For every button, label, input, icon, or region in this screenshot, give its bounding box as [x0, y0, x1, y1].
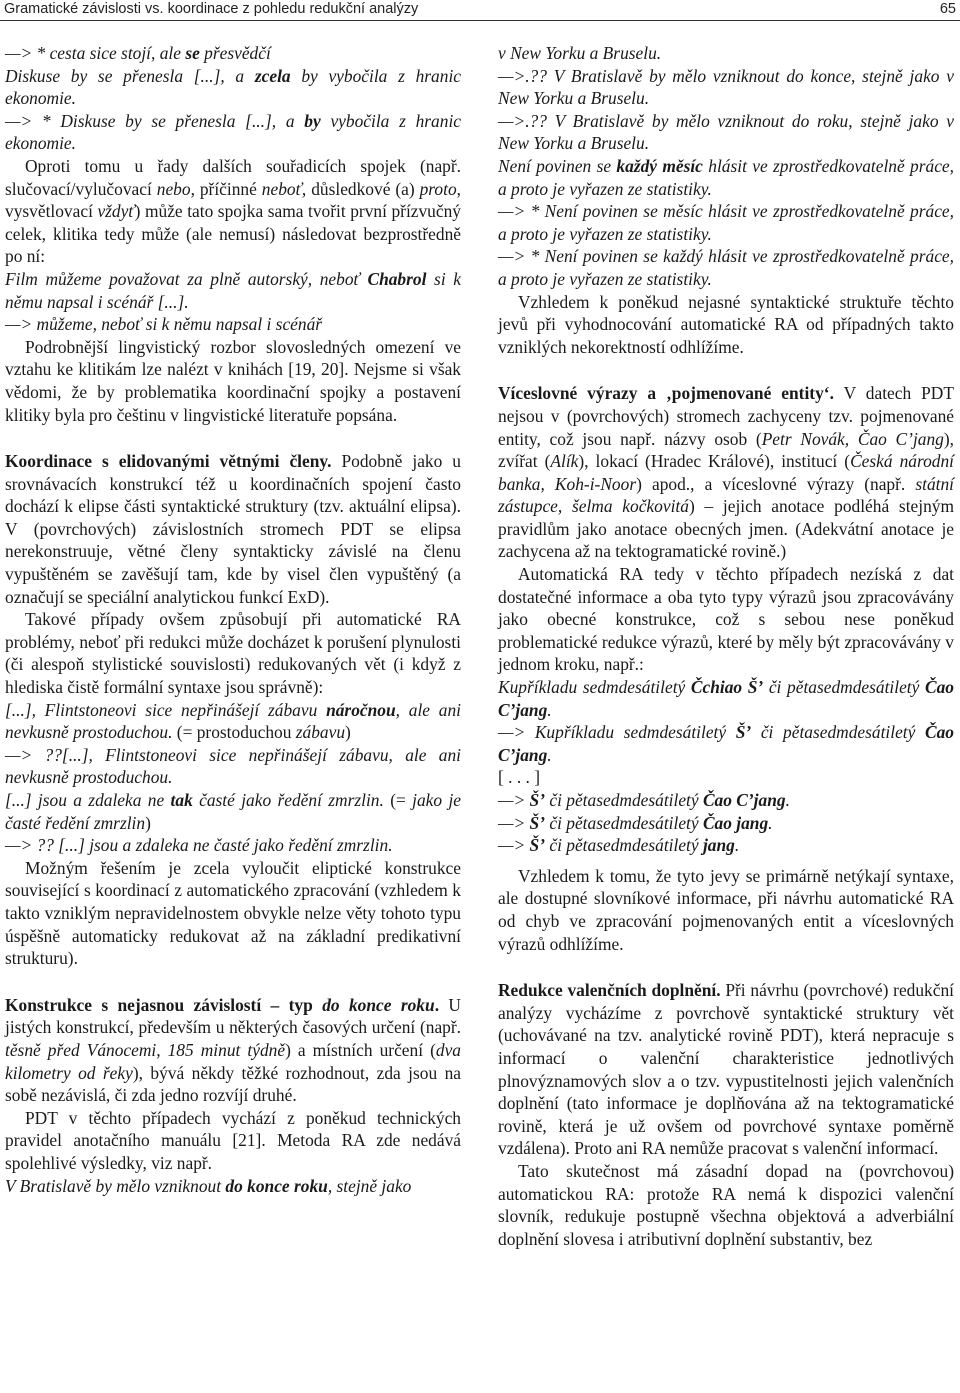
- example-line: —> Kupříkladu sedmdesátiletý Š’ či pětasedmdesátiletý Čao C’jang.: [498, 722, 954, 765]
- running-title: Gramatické závislosti vs. koordinace z pohledu redukční analýzy: [4, 1, 419, 17]
- header-rule: [0, 20, 960, 21]
- example-line: —> * Není povinen se měsíc hlásit ve zprostředkovatelně práce, a proto je vyřazen ze statistiky.: [498, 201, 954, 244]
- paragraph: Vzhledem k tomu, že tyto jevy se primárně netýkají syntaxe, ale dostupné slovníkové informace, při návrhu automatické RA od chyb ve zpracování pojmenovaných entit a víceslovných výrazů odhlížíme.: [498, 865, 954, 954]
- example-line: Není povinen se každý měsíc hlásit ve zprostředkovatelně práce, a proto je vyřazen ze statistiky.: [498, 155, 954, 199]
- paragraph: Podrobnější lingvistický rozbor slovosledných omezení ve vztahu ke klitikám lze nalézt v knihách [19, 20]. Nejsme si však vědomi, že by problematika koordinační spojky a postavení klitiky byla pro češtinu v lingvistické literatuře popsána.: [5, 336, 461, 425]
- paragraph: Redukce valenčních doplnění. Při návrhu (povrchové) redukční analýzy vycházíme z povrchově syntaktické struktury vět (uchovávané na tzv. analytické rovině PDT), která nepracuje s informací o valenční charakteristice jednotlivých plnovýznamových slov a o tzv. vypustitelnosti jejich valenčních doplnění (tato informace je doplňována až na tektogramatické rovině, která je už ovšem od povrchové syntaxe poměrně vzdálena). Proto ani RA nemůže pracovat s valenční informací.: [498, 980, 954, 1159]
- example-line: —> * Diskuse by se přenesla [...], a by vybočila z hranic ekonomie.: [5, 110, 461, 154]
- example-line: —> ?? [...] jsou a zdaleka ne časté jako ředění zmrzlin.: [5, 835, 393, 856]
- example-line: Kupříkladu sedmdesátiletý Čchiao Š’ či pětasedmdesátiletý Čao C’jang.: [498, 677, 954, 720]
- paragraph: PDT v těchto případech vychází z poněkud technických pravidel anotačního manuálu [21]. Metoda RA zde nedává spolehlivé výsledky, viz např.: [5, 1107, 461, 1173]
- paragraph: Automatická RA tedy v těchto případech nezíská z dat dostatečné informace a oba tyto typy výrazů jsou zpracovávány jako obecné konstrukce, což s sebou nese poněkud problematické redukce výrazů, které by měly být zpracovávány v jednom kroku, např.:: [498, 564, 954, 675]
- example-line: [...], Flintstoneovi sice nepřinášejí zábavu náročnou, ale ani nevkusně prostoduchou. (= prostoduchou zábavu): [5, 699, 461, 743]
- example-line: —> Š’ či pětasedmdesátiletý jang.: [498, 835, 740, 856]
- example-line: —> ??[...], Flintstoneovi sice nepřinášejí zábavu, ale ani nevkusně prostoduchou.: [5, 744, 461, 788]
- paragraph: Tato skutečnost má zásadní dopad na (povrchovou) automatickou RA: protože RA nemá k dispozici valenční slovník, redukuje postupně všechna objektová a adverbiální doplnění slovesa i atributivní doplnění substantiv, bez: [498, 1160, 954, 1249]
- example-line: [ . . . ]: [498, 767, 541, 788]
- example-line: —>.?? V Bratislavě by mělo vzniknout do konce, stejně jako v New Yorku a Bruselu.: [498, 65, 954, 109]
- section-heading: Konstrukce s nejasnou závislostí – typ do konce roku.: [5, 994, 440, 1015]
- example-line: v New Yorku a Bruselu.: [498, 43, 662, 63]
- example-line: —> Š’ či pětasedmdesátiletý Čao C’jang.: [498, 790, 790, 810]
- example-line: Diskuse by se přenesla [...], a zcela by vybočila z hranic ekonomie.: [5, 65, 462, 109]
- example-line: —> * cesta sice stojí, ale se přesvědčí: [5, 43, 271, 63]
- page-number: 65: [939, 1, 956, 17]
- section-heading: Redukce valenčních doplnění.: [498, 980, 721, 1001]
- paragraph: Konstrukce s nejasnou závislostí – typ do konce roku. U jistých konstrukcí, především u některých časových určení (např. těsně před Vánocemi, 185 minut týdně) a místních určení (dva kilometry od řeky), bývá někdy těžké rozhodnout, zda jsou na sobě nezávislá, či zda jedno rozvíjí druhé.: [5, 994, 462, 1106]
- paragraph: Takové případy ovšem způsobují při automatické RA problémy, neboť při redukci může docházet k porušení plynulosti (či alespoň stylistické souvislosti) redukovaných vět (i když z hlediska čistě formální syntaxe jsou správně):: [5, 609, 461, 698]
- right-column: [498, 42, 954, 1250]
- example-line: —> můžeme, neboť si k němu napsal i scénář: [5, 314, 323, 335]
- example-line: —> * Není povinen se každý hlásit ve zprostředkovatelně práce, a proto je vyřazen ze statistiky.: [498, 246, 954, 289]
- paragraph: Víceslovné výrazy a ‚pojmenované entity‘. V datech PDT nejsou v (povrchových) stromech zachyceny tzv. pojmenované entity, což jsou např. názvy osob (Petr Novák, Čao C’jang), zvířat (Alík), lokací (Hradec Králové), institucí (Česká národní banka, Koh-i-Noor) apod., a víceslovné výrazy (např. státní zástupce, šelma kočkovitá) – jejich anotace podléhá stejným pravidlům jako anotace obecných jmen. (Adekvátní anotace je zachycena až na tektogramatické rovině.): [498, 383, 955, 562]
- example-line: [...] jsou a zdaleka ne tak časté jako ředění zmrzlin. (= jako je časté ředění zmrzlin): [5, 790, 461, 833]
- left-column: [5, 42, 461, 1197]
- section-heading: Koordinace s elidovanými větnými členy.: [5, 451, 332, 472]
- paragraph: Koordinace s elidovanými větnými členy. Podobně jako u srovnávacích konstrukcí též u koordinačních spojení často dochází k elipse části syntaktické struktury (tzv. aktuální elipsa). V (povrchových) závislostních stromech PDT se elipsa nerekonstruuje, větné členy syntakticky závislé na členu vypuštěném se zavěšují tam, kde by visel člen vypuštěný (a označují se speciální analytickou funkcí ExD).: [5, 451, 462, 607]
- example-line: Film můžeme považovat za plně autorský, neboť Chabrol si k němu napsal i scénář [...].: [5, 268, 461, 312]
- paragraph: Možným řešením je zcela vyloučit eliptické konstrukce související s koordinací z automatického zpracování (vzhledem k takto vzniklým nepravidelnostem obvykle nelze věty tohoto typu úspěšně automaticky redukovat až na základní predikativní strukturu).: [5, 857, 461, 969]
- paragraph: Oproti tomu u řady dalších souřadicích spojek (např. slučovací/vylučovací nebo, příčinné neboť, důsledkové (a) proto, vysvětlovací vždyť) může tato spojka sama tvořit první přízvučný celek, klitika tedy může (ale nemusí) následovat bezprostředně po ní:: [5, 155, 462, 267]
- example-line: —>.?? V Bratislavě by mělo vzniknout do roku, stejně jako v New Yorku a Bruselu.: [498, 110, 954, 154]
- example-line: —> Š’ či pětasedmdesátiletý Čao jang.: [498, 812, 773, 833]
- paragraph: Vzhledem k poněkud nejasné syntaktické struktuře těchto jevů při vyhodnocování automatické RA od případných takto vzniklých nekorektností odhlížíme.: [498, 291, 954, 357]
- section-heading: Víceslovné výrazy a ‚pojmenované entity‘.: [498, 383, 834, 404]
- example-line: V Bratislavě by mělo vzniknout do konce roku, stejně jako: [5, 1175, 412, 1196]
- running-header: [0, 0, 960, 22]
